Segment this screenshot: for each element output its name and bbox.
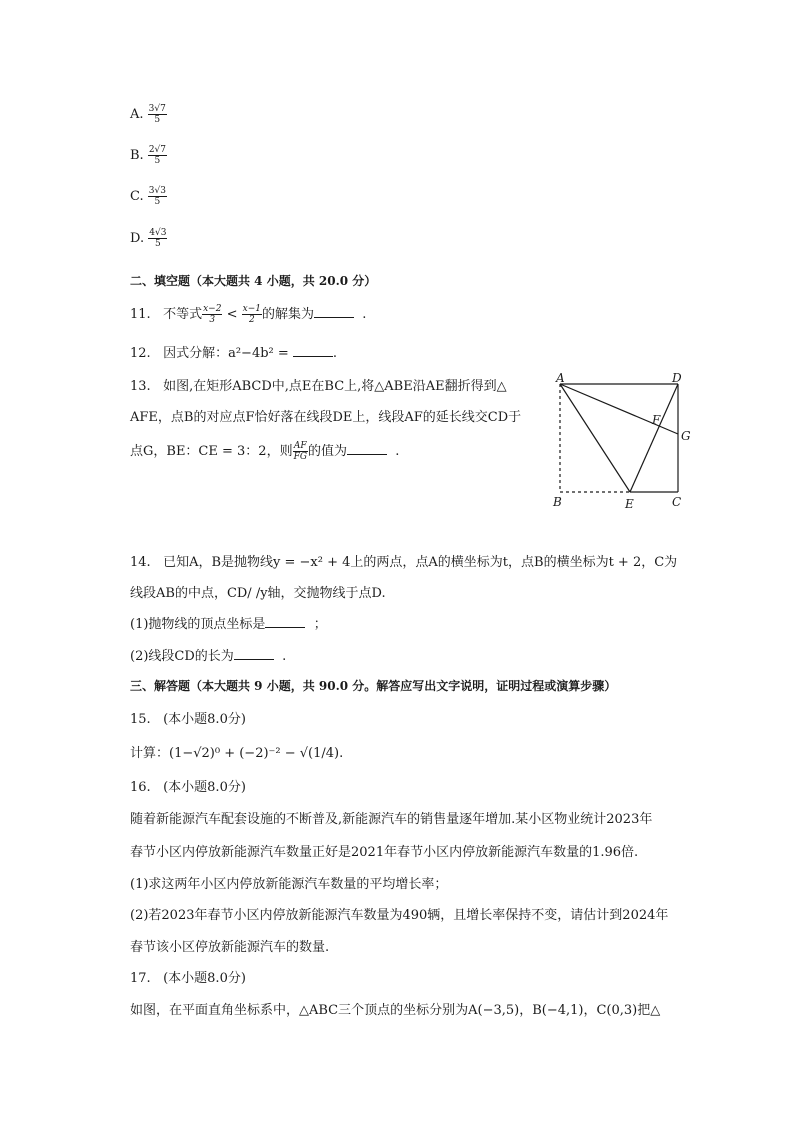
choice-a: [130, 104, 167, 125]
choice-d: [130, 228, 167, 249]
question-11: [130, 303, 366, 325]
question-number: 17.: [130, 971, 151, 986]
question-17-line-1: 如图，在平面直角坐标系中，△ABC三个顶点的坐标分别为A(−3,5)，B(−4,1)，C(0,3)把△: [130, 1003, 661, 1018]
fraction-denominator: 5: [154, 156, 161, 166]
question-16-line-1: 随着新能源汽车配套设施的不断普及,新能源汽车的销售量逐年增加.某小区物业统计2023年: [130, 812, 653, 827]
fraction-numerator: 2√7: [148, 145, 167, 155]
question-text: (1)抛物线的顶点坐标是: [130, 617, 266, 632]
question-score: (本小题8.0分): [163, 712, 246, 727]
question-number: 15.: [130, 712, 151, 727]
question-13-line-1: [130, 375, 507, 394]
question-16-sub-1: (1)求这两年小区内停放新能源汽车数量的平均增长率；: [130, 877, 448, 892]
question-14-line-1: [130, 551, 677, 570]
fraction-denominator: 3: [209, 315, 216, 325]
choice-label: B.: [130, 148, 144, 163]
question-text: 如图,在矩形ABCD中,点E在BC上,将△ABE沿AE翻折得到△: [163, 379, 507, 394]
question-16-sub-2b: 春节该小区停放新能源汽车的数量.: [130, 940, 330, 955]
question-text: 点G，BE：CE = 3：2，则: [130, 444, 293, 459]
question-16-sub-2: (2)若2023年春节小区内停放新能源汽车数量为490辆，且增长率保持不变，请估计到2024年: [130, 908, 669, 923]
question-score: (本小题8.0分): [163, 780, 246, 795]
fraction-numerator: 4√3: [149, 228, 167, 238]
label-g: G: [681, 429, 691, 443]
fraction-numerator: AF: [293, 441, 307, 451]
choice-label: D.: [130, 231, 145, 246]
operator: <: [226, 307, 238, 322]
question-text: 的解集为: [261, 307, 314, 322]
question-number: 14.: [130, 555, 151, 570]
fraction-denominator: 2: [248, 315, 255, 325]
punctuation: .: [395, 444, 400, 459]
fraction-denominator: FG: [293, 452, 308, 462]
question-15-header: [130, 708, 246, 727]
choice-fraction: [148, 145, 167, 166]
question-text: 不等式: [163, 307, 203, 322]
geometry-figure: [548, 372, 698, 514]
choice-c: [130, 186, 167, 207]
question-15-calc: 计算：(1−√2)⁰ + (−2)⁻² − √(1/4).: [130, 746, 344, 761]
question-number: 16.: [130, 780, 151, 795]
fraction-numerator: x−1: [242, 304, 261, 314]
punctuation: .: [282, 649, 287, 664]
answer-blank[interactable]: [234, 647, 274, 660]
punctuation: ；: [313, 617, 327, 632]
question-17-header: [130, 967, 246, 986]
label-a: A: [556, 372, 565, 385]
question-16-line-2: 春节小区内停放新能源汽车数量正好是2021年春节小区内停放新能源汽车数量的1.96倍.: [130, 845, 639, 860]
fraction: [202, 304, 222, 325]
answer-blank[interactable]: [293, 344, 333, 357]
question-13-line-3: [130, 440, 399, 462]
choice-label: C.: [130, 189, 144, 204]
answer-blank[interactable]: [265, 615, 305, 628]
question-number: 11.: [130, 307, 151, 322]
question-14-sub-2: [130, 645, 286, 664]
answer-blank[interactable]: [347, 442, 387, 455]
question-13-line-2: AFE，点B的对应点F恰好落在线段DE上，线段AF的延长线交CD于: [130, 410, 522, 425]
fraction-denominator: 5: [154, 197, 161, 207]
question-text: 因式分解：a²−4b² =: [163, 346, 289, 361]
choice-label: A.: [130, 107, 144, 122]
section-heading-solutions: 三、解答题（本大题共 9 小题，共 90.0 分。解答应写出文字说明，证明过程或演算步骤）: [130, 679, 617, 693]
question-14-sub-1: [130, 613, 327, 632]
fraction-denominator: 5: [154, 115, 161, 125]
punctuation: .: [362, 307, 367, 322]
section-heading-fill-in: 二、填空题（本大题共 4 小题，共 20.0 分）: [130, 274, 377, 288]
choice-fraction: [148, 186, 167, 207]
label-b: B: [553, 495, 562, 509]
choice-fraction: [148, 228, 167, 249]
question-12: [130, 342, 337, 361]
question-14-line-2: 线段AB的中点，CD/ /y轴，交抛物线于点D.: [130, 586, 386, 601]
question-text: (2)线段CD的长为: [130, 649, 234, 664]
label-e: E: [625, 497, 634, 511]
segment-ed: [630, 384, 678, 492]
choice-fraction: [148, 104, 167, 125]
question-number: 12.: [130, 346, 151, 361]
label-c: C: [672, 495, 682, 509]
question-16-header: [130, 776, 246, 795]
fraction-numerator: 3√7: [148, 104, 166, 114]
fraction: [293, 441, 308, 462]
fraction-numerator: x−2: [203, 304, 222, 314]
fraction-numerator: 3√3: [148, 186, 166, 196]
label-d: D: [672, 372, 682, 385]
segment-ae: [560, 384, 630, 492]
question-text: 已知A，B是抛物线y = −x² + 4上的两点，点A的横坐标为t，点B的横坐标为t + 2，C为: [163, 555, 678, 570]
question-text: 的值为: [308, 444, 348, 459]
question-score: (本小题8.0分): [163, 971, 246, 986]
choice-b: [130, 145, 167, 166]
fraction: [242, 304, 262, 325]
punctuation: .: [332, 346, 338, 361]
label-f: F: [652, 413, 661, 427]
fraction-denominator: 5: [154, 239, 161, 249]
answer-blank[interactable]: [314, 305, 354, 318]
question-number: 13.: [130, 379, 151, 394]
